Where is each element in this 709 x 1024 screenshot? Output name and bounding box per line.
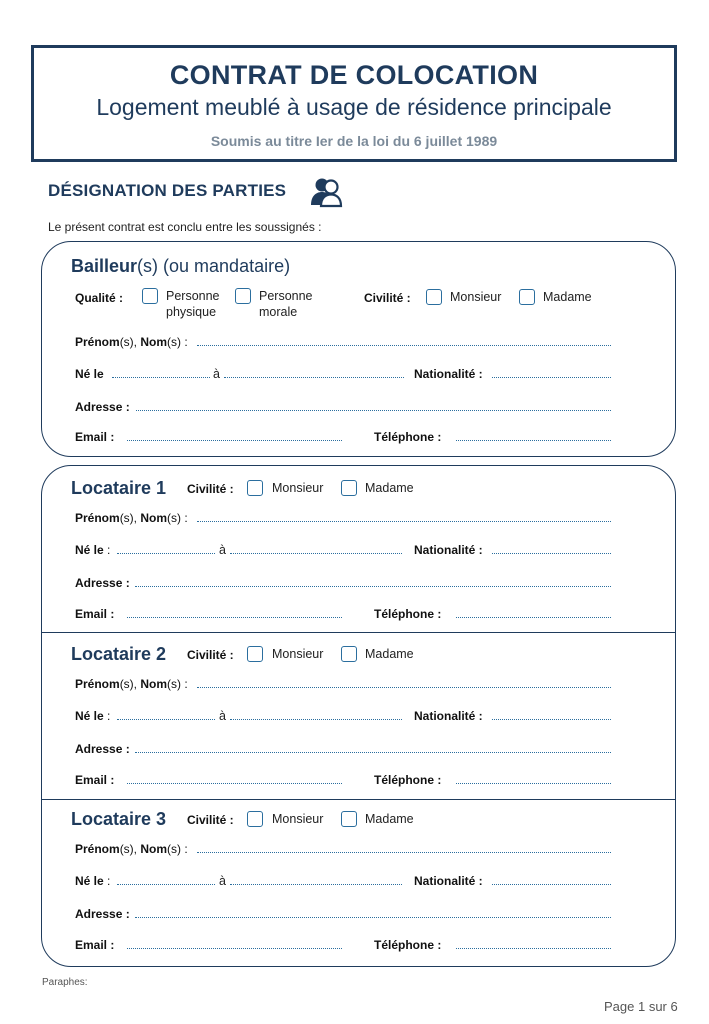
ne-le-label: Né le	[75, 367, 104, 381]
monsieur-checkbox[interactable]	[426, 289, 442, 305]
adresse-label: Adresse :	[75, 907, 130, 921]
morale-line1: Personne	[259, 289, 313, 303]
prenom-nom-label: Prénom(s), Nom(s) :	[75, 511, 188, 525]
personne-morale-checkbox[interactable]	[235, 288, 251, 304]
ne-le-field[interactable]	[117, 719, 215, 720]
adresse-label: Adresse :	[75, 400, 130, 414]
monsieur-label: Monsieur	[450, 290, 502, 304]
lieu-naissance-label: à	[219, 543, 226, 557]
ne-le-label: Né le :	[75, 543, 111, 557]
telephone-label: Téléphone :	[374, 938, 442, 952]
madame-label: Madame	[365, 812, 414, 826]
lieu-naissance-field[interactable]	[224, 377, 404, 378]
prenom-nom-field[interactable]	[197, 345, 611, 346]
morale-line2: morale	[259, 305, 298, 319]
adresse-field[interactable]	[135, 586, 611, 587]
civilite-label: Civilité :	[187, 813, 234, 827]
ne-le-field[interactable]	[117, 884, 215, 885]
nationalite-field[interactable]	[492, 719, 611, 720]
people-icon	[309, 175, 343, 209]
lieu-naissance-field[interactable]	[230, 553, 402, 554]
bailleur-heading	[71, 256, 290, 277]
locataires-card	[41, 465, 676, 967]
email-label: Email :	[75, 773, 115, 787]
civilite-label: Civilité :	[364, 291, 411, 305]
contract-header	[31, 45, 677, 162]
telephone-label: Téléphone :	[374, 430, 442, 444]
locataire-heading: Locataire 2	[71, 644, 167, 664]
lieu-naissance-field[interactable]	[230, 719, 402, 720]
madame-label: Madame	[365, 481, 414, 495]
ne-le-label: Né le :	[75, 874, 111, 888]
prenom-nom-field[interactable]	[197, 687, 611, 688]
monsieur-label: Monsieur	[272, 481, 324, 495]
lieu-naissance-label: à	[219, 874, 226, 888]
ne-le-field[interactable]	[117, 553, 215, 554]
locataire-divider	[42, 632, 675, 633]
telephone-label: Téléphone :	[374, 607, 442, 621]
lieu-naissance-field[interactable]	[230, 884, 402, 885]
monsieur-checkbox[interactable]	[247, 646, 263, 662]
prenom-nom-field[interactable]	[197, 852, 611, 853]
email-field[interactable]	[127, 617, 342, 618]
email-label: Email :	[75, 607, 115, 621]
nationalite-label: Nationalité :	[414, 367, 483, 381]
intro-text: Le présent contrat est conclu entre les soussignés :	[48, 220, 322, 234]
contract-subtitle: Logement meublé à usage de résidence principale	[96, 94, 612, 120]
madame-checkbox[interactable]	[341, 811, 357, 827]
telephone-label: Téléphone :	[374, 773, 442, 787]
madame-checkbox[interactable]	[519, 289, 535, 305]
physique-line1: Personne	[166, 289, 220, 303]
qualite-label: Qualité :	[75, 291, 124, 305]
section-title: DÉSIGNATION DES PARTIES	[48, 181, 287, 200]
prenom-nom-label: Prénom(s), Nom(s) :	[75, 677, 188, 691]
nationalite-field[interactable]	[492, 553, 611, 554]
contract-title: CONTRAT DE COLOCATION	[169, 60, 539, 90]
lieu-naissance-label: à	[213, 367, 220, 381]
lieu-naissance-label: à	[219, 709, 226, 723]
email-label: Email :	[75, 938, 115, 952]
monsieur-checkbox[interactable]	[247, 480, 263, 496]
civilite-label: Civilité :	[187, 482, 234, 496]
bailleur-heading-bold: Bailleur	[71, 256, 138, 276]
personne-physique-label	[166, 288, 220, 320]
email-field[interactable]	[127, 948, 342, 949]
monsieur-label: Monsieur	[272, 647, 324, 661]
email-label: Email :	[75, 430, 115, 444]
email-field[interactable]	[127, 440, 342, 441]
locataire-heading: Locataire 1	[71, 478, 167, 498]
law-reference: Soumis au titre Ier de la loi du 6 juillet 1989	[210, 133, 498, 149]
paraphes-label: Paraphes:	[42, 977, 88, 988]
nationalite-label: Nationalité :	[414, 874, 483, 888]
madame-checkbox[interactable]	[341, 646, 357, 662]
ne-le-label: Né le :	[75, 709, 111, 723]
locataire-heading: Locataire 3	[71, 809, 167, 829]
madame-label: Madame	[543, 290, 592, 304]
prenom-nom-label: Prénom(s), Nom(s) :	[75, 842, 188, 856]
telephone-field[interactable]	[456, 617, 611, 618]
nationalite-field[interactable]	[492, 884, 611, 885]
nationalite-field[interactable]	[492, 377, 611, 378]
adresse-field[interactable]	[136, 410, 611, 411]
ne-le-field[interactable]	[112, 377, 210, 378]
telephone-field[interactable]	[456, 783, 611, 784]
personne-morale-label	[259, 288, 313, 320]
prenom-nom-label: Prénom(s), Nom(s) :	[75, 335, 188, 349]
adresse-label: Adresse :	[75, 742, 130, 756]
locataire-divider	[42, 799, 675, 800]
civilite-label: Civilité :	[187, 648, 234, 662]
personne-physique-checkbox[interactable]	[142, 288, 158, 304]
telephone-field[interactable]	[456, 440, 611, 441]
bailleur-card	[41, 241, 676, 457]
telephone-field[interactable]	[456, 948, 611, 949]
adresse-field[interactable]	[135, 917, 611, 918]
madame-label: Madame	[365, 647, 414, 661]
bailleur-heading-rest: (s) (ou mandataire)	[137, 256, 291, 276]
madame-checkbox[interactable]	[341, 480, 357, 496]
prenom-nom-field[interactable]	[197, 521, 611, 522]
email-field[interactable]	[127, 783, 342, 784]
nationalite-label: Nationalité :	[414, 543, 483, 557]
adresse-label: Adresse :	[75, 576, 130, 590]
adresse-field[interactable]	[135, 752, 611, 753]
page-number: Page 1 sur 6	[604, 999, 678, 1014]
nationalite-label: Nationalité :	[414, 709, 483, 723]
physique-line2: physique	[166, 305, 217, 319]
monsieur-label: Monsieur	[272, 812, 324, 826]
monsieur-checkbox[interactable]	[247, 811, 263, 827]
